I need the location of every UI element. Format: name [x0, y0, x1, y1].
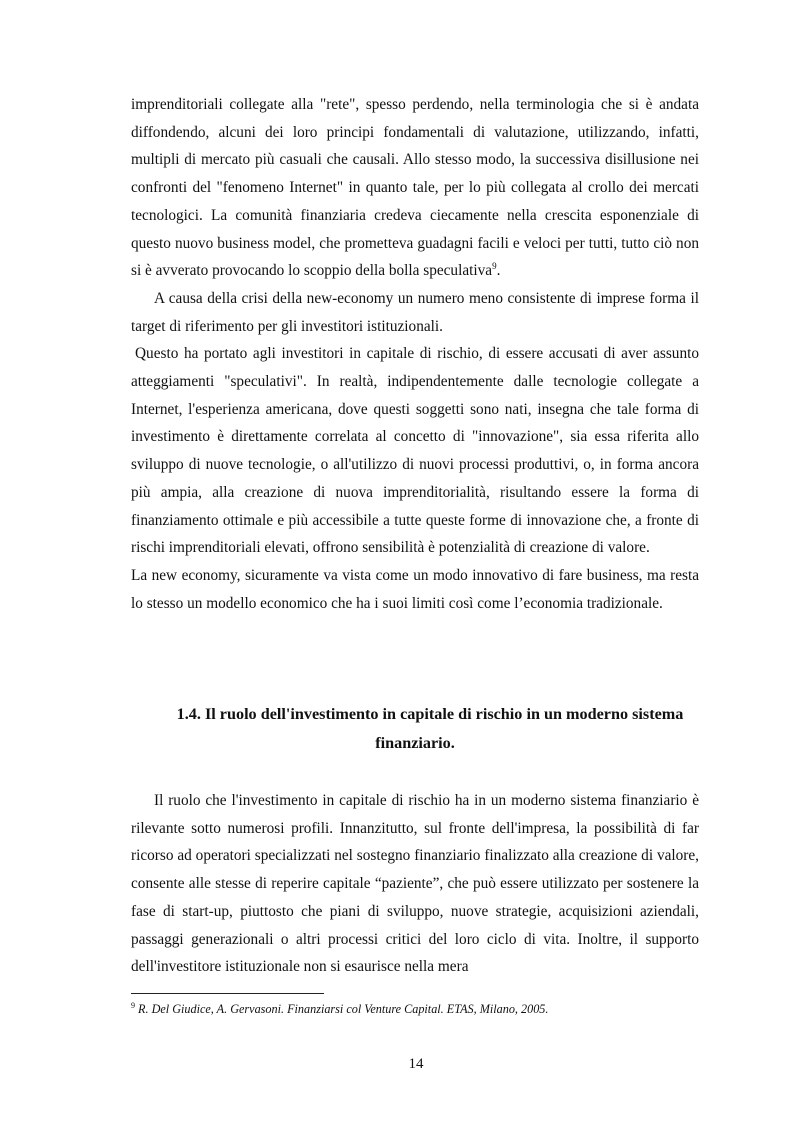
paragraph-4: La new economy, sicuramente va vista come un modo innovativo di fare business, ma resta lo stesso un modello economico che ha i suoi limiti così come l’economia tradizionale.: [131, 566, 699, 612]
footnote-separator: [131, 993, 324, 994]
footnote-reference[interactable]: 9: [492, 261, 497, 272]
section-heading: [131, 700, 699, 758]
paragraph-1-text: imprenditoriali collegate alla "rete", spesso perdendo, nella terminologia che si è andata diffondendo, alcuni dei loro principi fondamentali di valutazione, utilizzando, infatti, multipli di mercato più casuali che causali. Allo stesso modo, la successiva disillusione nei confronti del "fenomeno Internet" in quanto tale, per lo più collegata al crollo dei mercati tecnologici. La comunità finanziaria credeva ciecamente nella crescita esponenziale di questo nuovo business model, che prometteva guadagni facili e veloci per tutti, tutto ciò non si è avverato provocando lo scoppio della bolla speculativa: [131, 96, 699, 280]
footnote: [131, 1001, 699, 1017]
footnote-text: R. Del Giudice, A. Gervasoni. Finanziarsi col Venture Capital. ETAS, Milano, 2005.: [135, 1002, 549, 1016]
paragraph-2: A causa della crisi della new-economy un numero meno consistente di imprese forma il target di riferimento per gli investitori istituzionali.: [131, 289, 699, 335]
section-heading-line-1: 1.4. Il ruolo dell'investimento in capitale di rischio in un moderno sistema: [176, 705, 684, 723]
body-text: [131, 91, 699, 617]
section-body: [131, 787, 699, 981]
footnote-mark: 9: [131, 1000, 135, 1010]
page-number: 14: [408, 1056, 424, 1072]
paragraph-3: Questo ha portato agli investitori in capitale di rischio, di essere accusati di aver assunto atteggiamenti "speculativi". In realtà, indipendentemente dalle tecnologie collegate a Internet, l'esperienza americana, dove questi soggetti sono nati, insegna che tale forma di investimento è direttamente correlata al concetto di "innovazione", sia essa riferita allo sviluppo di nuove tecnologie, o all'utilizzo di nuovi processi produttivi, o, in forma ancora più ampia, alla creazione di nuova imprenditorialità, risultando essere la forma di finanziamento ottimale e più accessibile a tutte queste forme di innovazione che, a fronte di rischi imprenditoriali elevati, offrono sensibilità è potenzialità di creazione di valore.: [131, 345, 699, 557]
paragraph-1: [131, 91, 699, 285]
section-paragraph: Il ruolo che l'investimento in capitale di rischio ha in un moderno sistema finanziario è rilevante sotto numerosi profili. Innanzitutto, sul fronte dell'impresa, la possibilità di far ricorso ad operatori specializzati nel sostegno finanziario finalizzato alla creazione di valore, consente alle stesse di reperire capitale “paziente”, che può essere utilizzato per sostenere la fase di start-up, piuttosto che piani di sviluppo, nuove strategie, acquisizioni aziendali, passaggi generazionali o altri processi critici del loro ciclo di vita. Inoltre, il supporto dell'investitore istituzionale non si esaurisce nella mera: [131, 792, 699, 976]
section-heading-line-2: finanziario.: [375, 734, 455, 752]
paragraph-1-end: .: [496, 262, 501, 280]
